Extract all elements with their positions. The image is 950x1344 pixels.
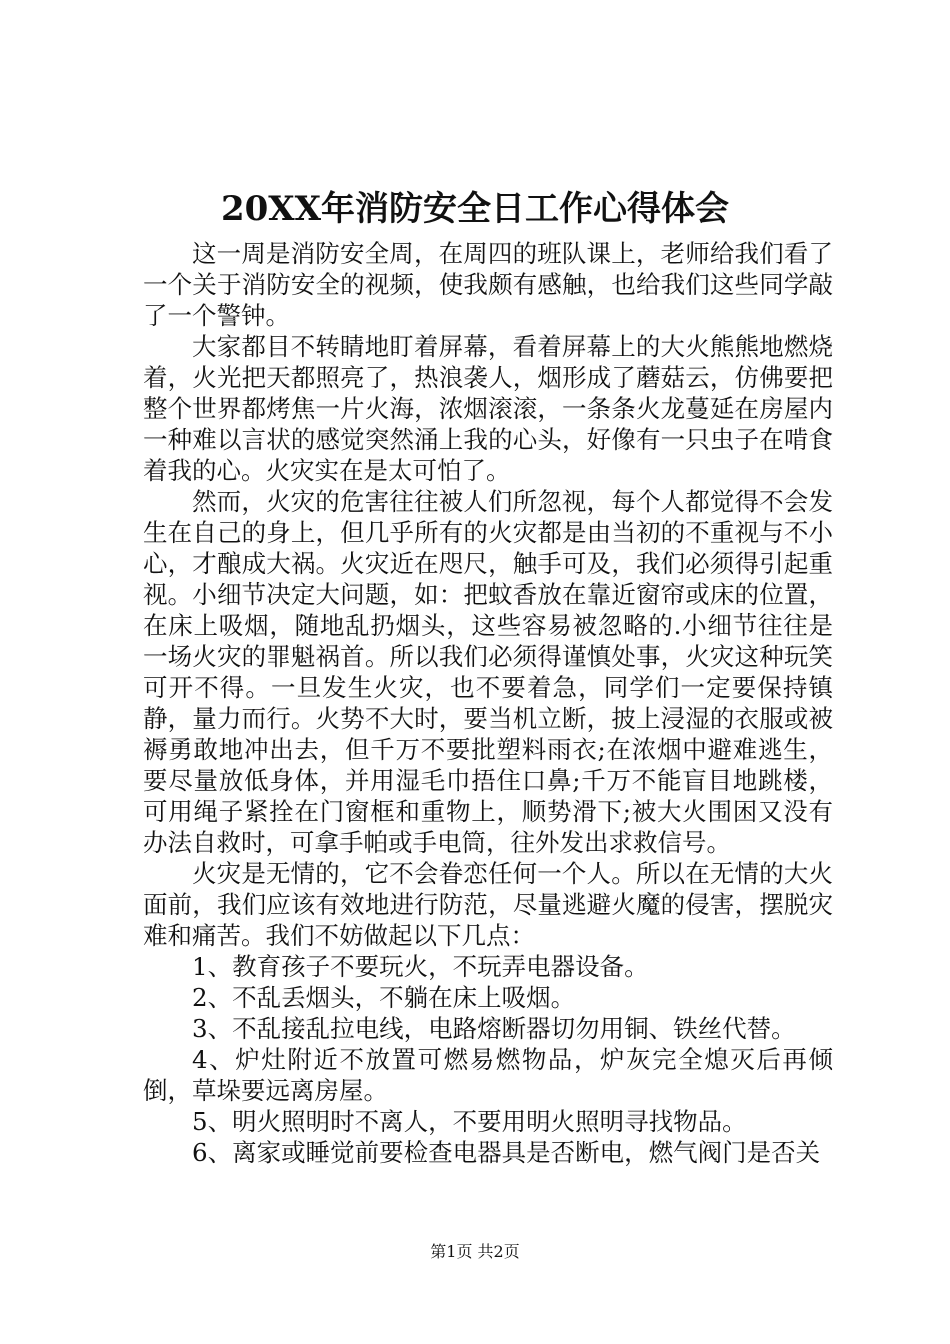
list-item: 2、不乱丢烟头，不躺在床上吸烟。 [192,983,576,1012]
list-item: 1、教育孩子不要玩火，不玩弄电器设备。 [192,952,649,981]
list-item: 4、炉灶附近不放置可燃易燃物品，炉灰完全熄灭后再倾倒，草垛要远离房屋。 [143,1045,833,1105]
paragraph: 然而，火灾的危害往往被人们所忽视，每个人都觉得不会发生在自己的身上，但几乎所有的火灾都是由当初的不重视与不小心，才酿成大祸。火灾近在咫尺，触手可及，我们必须得引起重视。小细节决定大问题，如：把蚊香放在靠近窗帘或床的位置，在床上吸烟，随地乱扔烟头，这些容易被忽略的.小细节往往是一场火灾的罪魁祸首。所以我们必须得谨慎处事，火灾这种玩笑可开不得。一旦发生火灾，也不要着急，同学们一定要保持镇静，量力而行。火势不大时，要当机立断，披上浸湿的衣服或被褥勇敢地冲出去，但千万不要批塑料雨衣;在浓烟中避难逃生，要尽量放低身体，并用湿毛巾捂住口鼻;千万不能盲目地跳楼，可用绳子紧拴在门窗框和重物上，顺势滑下;被大火围困又没有办法自救时，可拿手帕或手电筒，往外发出求救信号。 [143,487,833,857]
page-title: 20XX年消防安全日工作心得体会 [220,189,730,229]
page-number-footer: 第1页 共2页 [430,1242,520,1261]
paragraph: 火灾是无情的，它不会眷恋任何一个人。所以在无情的大火面前，我们应该有效地进行防范，尽量逃避火魔的侵害，摆脱灾难和痛苦。我们不妨做起以下几点： [143,859,833,950]
list-item: 3、不乱接乱拉电线，电路熔断器切勿用铜、铁丝代替。 [192,1014,796,1043]
paragraph: 这一周是消防安全周，在周四的班队课上，老师给我们看了一个关于消防安全的视频，使我颇有感触，也给我们这些同学敲了一个警钟。 [143,239,833,330]
document-body [143,238,833,1168]
list-item: 5、明火照明时不离人，不要用明火照明寻找物品。 [192,1107,747,1136]
list-item: 6、离家或睡觉前要检查电器具是否断电，燃气阀门是否关 [192,1138,821,1167]
paragraph: 大家都目不转睛地盯着屏幕，看着屏幕上的大火熊熊地燃烧着，火光把天都照亮了，热浪袭人，烟形成了蘑菇云，仿佛要把整个世界都烤焦一片火海，浓烟滚滚，一条条火龙蔓延在房屋内一种难以言状的感觉突然涌上我的心头，好像有一只虫子在啃食着我的心。火灾实在是太可怕了。 [143,332,833,485]
